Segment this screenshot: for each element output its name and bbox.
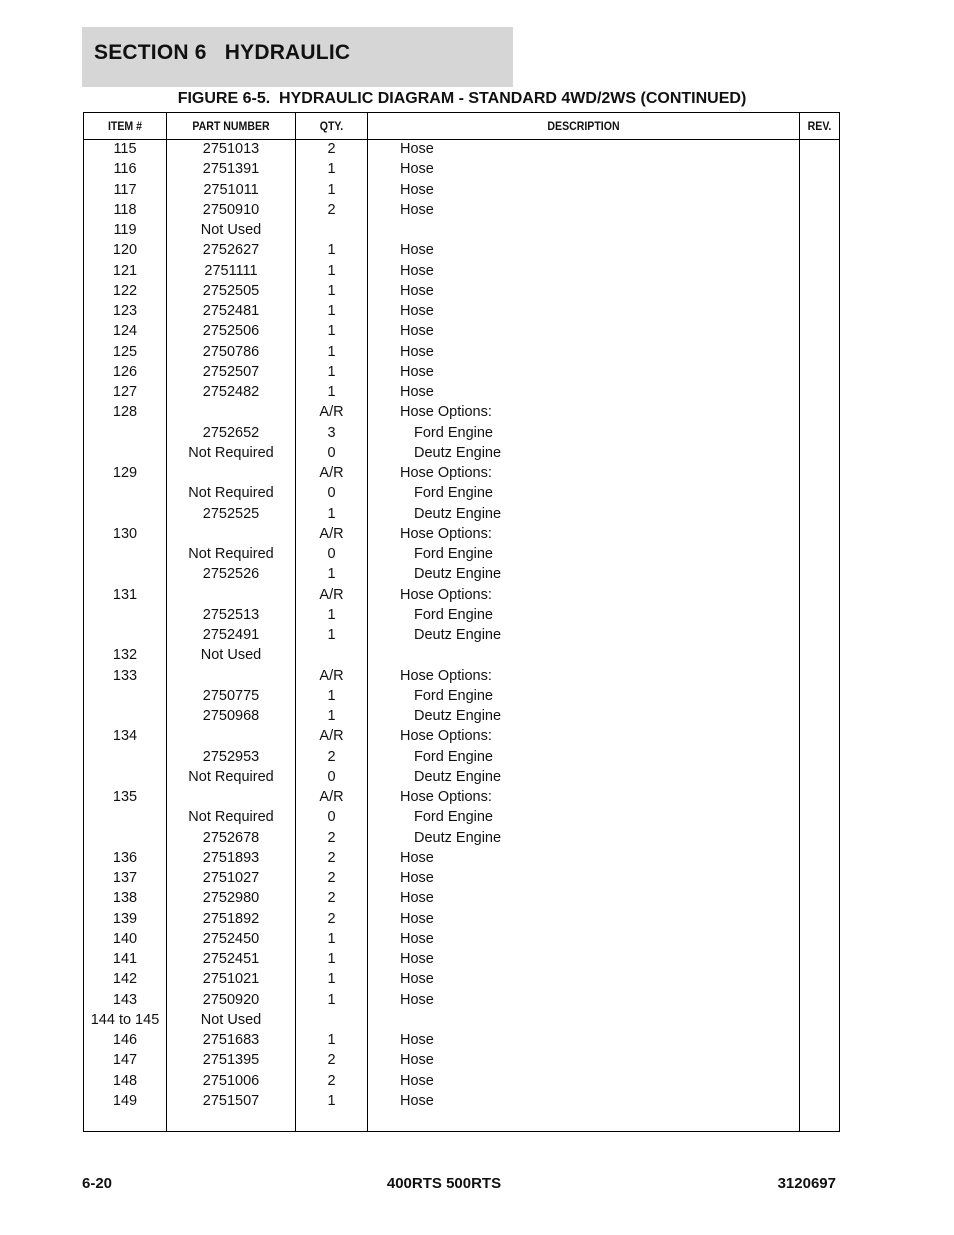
table-row [84,848,839,868]
description-cell: Hose [400,201,434,218]
description-cell: Deutz Engine [414,829,502,846]
table-row [84,1071,839,1091]
item-cell: 146 [112,1032,138,1048]
table-row [84,139,839,159]
table-row [84,828,839,848]
qty-cell: 1 [327,343,336,360]
table-row [84,362,839,382]
table-row [84,200,839,220]
part-number-cell: 2752652 [202,424,260,441]
qty-cell: 1 [327,161,336,178]
description-cell: Hose Options: [400,667,492,684]
part-number-cell: 2752451 [202,951,260,967]
part-number-cell: 2751892 [202,910,260,927]
part-number-cell: 2752678 [202,829,260,846]
item-cell: 131 [112,586,138,603]
description-cell: Hose [400,141,434,157]
qty-cell: 1 [327,242,336,259]
description-cell: Hose [400,1052,434,1069]
item-cell: 133 [112,667,138,684]
item-cell: 123 [112,303,138,319]
qty-cell: A/R [319,465,344,481]
description-cell: Deutz Engine [414,708,502,724]
table-row [84,281,839,301]
qty-cell: 0 [327,485,336,502]
table-row [84,1050,839,1070]
qty-cell: 1 [327,1092,336,1109]
qty-cell: 2 [327,1052,336,1069]
part-number-cell: 2751011 [203,181,259,198]
qty-cell: 2 [327,748,336,765]
item-cell: 141 [112,951,138,967]
part-number-cell: 2751013 [202,141,260,157]
qty-cell: 1 [327,282,336,299]
part-number-cell: 2752481 [202,303,260,319]
table-row [84,423,839,443]
description-cell: Deutz Engine [414,566,502,583]
qty-cell: 2 [327,890,336,907]
table-row [84,807,839,827]
description-cell: Deutz Engine [414,627,502,643]
figure-title: FIGURE 6-5. HYDRAULIC DIAGRAM - STANDARD 4WD/2WS (CONTINUED) [177,90,747,107]
table-row [84,990,839,1010]
table-body [84,139,839,1111]
part-number-cell: 2752507 [202,363,260,380]
item-cell: 119 [113,222,137,238]
description-cell: Ford Engine [414,748,493,765]
table-row [84,463,839,483]
description-cell: Hose Options: [400,465,492,481]
description-cell: Hose [400,282,434,299]
table-row [84,402,839,422]
description-cell: Ford Engine [414,485,493,502]
description-cell: Deutz Engine [414,444,502,461]
item-cell: 149 [112,1092,138,1109]
part-number-cell: 2751021 [202,971,260,988]
qty-cell: 1 [327,505,336,522]
table-row [84,747,839,767]
part-number-cell: 2750786 [202,343,260,360]
table-row [84,301,839,321]
qty-cell: 2 [327,910,336,927]
part-number-cell: 2752506 [202,323,260,340]
qty-cell: 1 [327,303,336,319]
document-number: 3120697 [777,1175,836,1192]
qty-cell: 1 [327,971,336,988]
item-cell: 116 [113,161,137,178]
part-number-cell: 2751391 [202,161,260,178]
part-number-cell: 2752450 [202,930,260,947]
table-row [84,969,839,989]
item-cell: 127 [112,384,138,400]
item-cell: 144 to 145 [90,1011,160,1028]
table-row [84,180,839,200]
table-row [84,645,839,665]
part-number-cell: 2751395 [202,1052,260,1069]
description-cell: Ford Engine [414,546,493,562]
model-name: 400RTS 500RTS [386,1175,502,1192]
item-cell: 129 [112,465,138,481]
part-number-cell: 2752525 [202,505,260,522]
part-number-cell: 2752482 [202,384,260,400]
description-cell: Hose [400,991,434,1008]
qty-cell: 1 [327,566,336,583]
qty-cell: 0 [327,546,336,562]
item-cell: 122 [112,282,138,299]
header-rev: REV. [807,119,832,133]
table-row [84,726,839,746]
qty-cell: 1 [327,384,336,400]
qty-cell: A/R [319,667,344,684]
table-row [84,443,839,463]
description-cell: Hose [400,951,434,967]
table-row [84,220,839,240]
item-cell: 118 [113,201,137,218]
part-number-cell: 2752526 [202,566,260,583]
description-cell: Hose [400,181,434,198]
part-number-cell: 2751893 [202,849,260,866]
item-cell: 132 [112,647,138,664]
table-row [84,261,839,281]
part-number-cell: Not Required [188,485,274,502]
table-row [84,868,839,888]
item-cell: 139 [112,910,138,927]
description-cell: Ford Engine [414,687,493,704]
table-row [84,342,839,362]
part-number-cell: Not Required [188,809,274,826]
part-number-cell: 2750968 [202,708,260,724]
table-row [84,929,839,949]
description-cell: Hose [400,849,434,866]
item-cell: 137 [112,870,138,886]
table-row [84,625,839,645]
parts-table [83,112,840,1132]
table-row [84,666,839,686]
description-cell: Hose [400,384,434,400]
item-cell: 143 [112,991,138,1008]
description-cell: Hose Options: [400,789,492,805]
description-cell: Hose [400,890,434,907]
table-row [84,1091,839,1111]
qty-cell: 3 [327,424,336,441]
item-cell: 128 [112,404,138,421]
description-cell: Hose [400,1092,434,1109]
qty-cell: 1 [327,181,336,198]
qty-cell: 2 [327,141,336,157]
table-row [84,159,839,179]
table-row [84,787,839,807]
table-row [84,1010,839,1030]
table-row [84,888,839,908]
item-cell: 124 [112,323,138,340]
qty-cell: 1 [327,708,336,724]
part-number-cell: 2750920 [202,991,260,1008]
description-cell: Deutz Engine [414,505,502,522]
section-banner [82,27,513,87]
part-number-cell: 2752491 [202,627,260,643]
table-row [84,686,839,706]
item-cell: 120 [112,242,138,259]
table-row [84,706,839,726]
description-cell: Hose Options: [400,586,492,603]
part-number-cell: 2750910 [202,201,260,218]
description-cell: Hose [400,161,434,178]
table-row [84,949,839,969]
item-cell: 142 [112,971,138,988]
table-row [84,504,839,524]
description-cell: Hose [400,303,434,319]
table-row [84,524,839,544]
part-number-cell: 2751683 [202,1032,260,1048]
item-cell: 140 [112,930,138,947]
header-description: DESCRIPTION [547,119,620,133]
qty-cell: 2 [327,201,336,218]
item-cell: 135 [112,789,138,805]
header-item: ITEM # [107,119,143,133]
qty-cell: 1 [327,951,336,967]
description-cell: Hose [400,870,434,886]
description-cell: Ford Engine [414,606,493,623]
qty-cell: 2 [327,870,336,886]
description-cell: Hose [400,971,434,988]
qty-cell: 2 [327,849,336,866]
description-cell: Hose [400,1072,434,1089]
part-number-cell: 2752513 [202,606,260,623]
table-row [84,767,839,787]
description-cell: Hose [400,343,434,360]
header-part-number: PART NUMBER [192,119,270,133]
item-cell: 121 [112,262,138,279]
table-row [84,240,839,260]
description-cell: Deutz Engine [414,768,502,785]
part-number-cell: 2752627 [202,242,260,259]
description-cell: Hose Options: [400,404,492,421]
qty-cell: 1 [327,930,336,947]
qty-cell: A/R [319,789,344,805]
description-cell: Hose [400,1032,434,1048]
table-row [84,382,839,402]
section-title: SECTION 6 HYDRAULIC [94,41,351,64]
description-cell: Hose [400,910,434,927]
description-cell: Hose [400,363,434,380]
description-cell: Ford Engine [414,424,493,441]
part-number-cell: 2751507 [202,1092,260,1109]
qty-cell: 1 [327,606,336,623]
item-cell: 138 [112,890,138,907]
qty-cell: A/R [319,586,344,603]
description-cell: Hose Options: [400,525,492,542]
part-number-cell: Not Required [188,444,274,461]
qty-cell: 2 [327,1072,336,1089]
description-cell: Hose Options: [400,728,492,745]
table-row [84,1030,839,1050]
part-number-cell: Not Used [200,647,262,664]
part-number-cell: 2752505 [202,282,260,299]
item-cell: 136 [112,849,138,866]
item-cell: 125 [112,343,138,360]
table-row [84,483,839,503]
qty-cell: A/R [319,525,344,542]
qty-cell: 1 [327,323,336,340]
description-cell: Hose [400,242,434,259]
qty-cell: 0 [327,768,336,785]
item-cell: 117 [113,181,137,198]
qty-cell: A/R [319,728,344,745]
qty-cell: 1 [327,262,336,279]
qty-cell: 1 [327,687,336,704]
item-cell: 147 [112,1052,138,1069]
part-number-cell: Not Required [188,546,274,562]
qty-cell: 1 [327,1032,336,1048]
qty-cell: A/R [319,404,344,421]
table-row [84,585,839,605]
table-row [84,909,839,929]
description-cell: Hose [400,323,434,340]
table-row [84,564,839,584]
part-number-cell: 2751006 [202,1072,260,1089]
table-row [84,544,839,564]
qty-cell: 0 [327,809,336,826]
qty-cell: 1 [327,991,336,1008]
part-number-cell: Not Required [188,768,274,785]
description-cell: Hose [400,262,434,279]
item-cell: 148 [112,1072,138,1089]
part-number-cell: Not Used [200,1011,262,1028]
qty-cell: 1 [327,363,336,380]
table-row [84,605,839,625]
part-number-cell: 2751111 [204,262,258,279]
part-number-cell: 2751027 [202,870,260,886]
part-number-cell: 2752980 [202,890,260,907]
part-number-cell: Not Used [200,222,262,238]
description-cell: Ford Engine [414,809,493,826]
description-cell: Hose [400,930,434,947]
qty-cell: 0 [327,444,336,461]
header-qty: QTY. [319,119,344,133]
table-row [84,321,839,341]
item-cell: 130 [112,525,138,542]
item-cell: 134 [112,728,138,745]
item-cell: 126 [112,363,138,380]
qty-cell: 1 [327,627,336,643]
qty-cell: 2 [327,829,336,846]
page-number: 6-20 [82,1175,113,1192]
part-number-cell: 2752953 [202,748,260,765]
part-number-cell: 2750775 [202,687,260,704]
item-cell: 115 [113,141,137,157]
